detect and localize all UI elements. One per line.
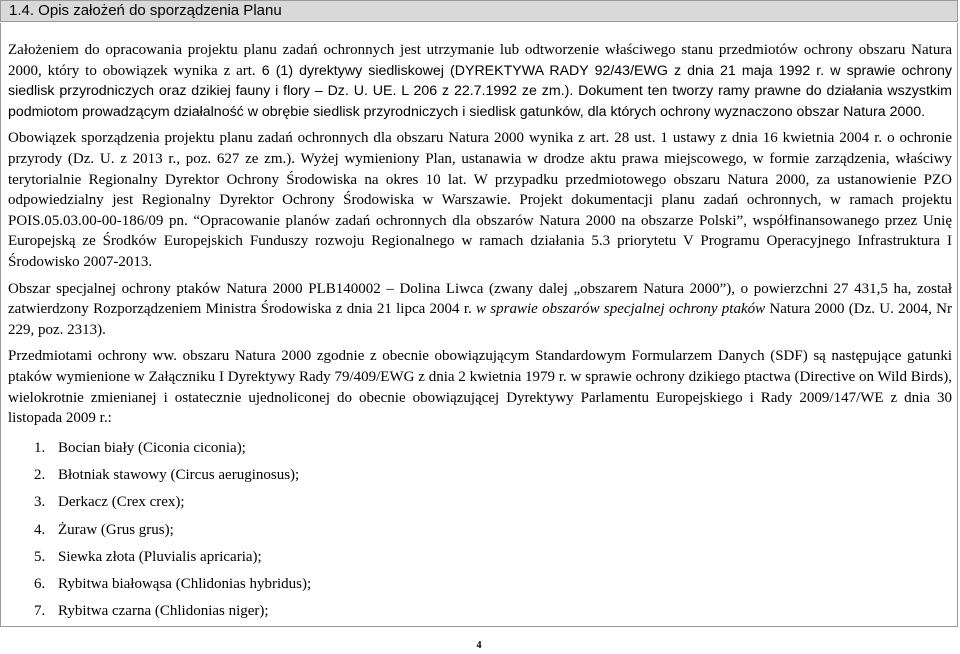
list-item-number: 7. xyxy=(34,603,46,620)
list-item xyxy=(8,598,952,625)
list-item xyxy=(8,517,952,544)
paragraph-area-end: Natura 2000 (Dz. U. 2004, Nr 229, poz. 2313). xyxy=(8,301,952,338)
page-number: 4 xyxy=(476,640,482,651)
list-item xyxy=(8,489,952,516)
list-item xyxy=(8,435,952,462)
list-item-number: 4. xyxy=(34,521,46,538)
paragraph-intro-sans: 6 (1) dyrektywy siedliskowej (DYREKTYWA RADY 92/43/EWG z dnia 21 maja 1992 r. w sprawie ochrony siedlisk przyrodniczych oraz dzikiej fauny i flory – Dz. U. UE. L 206 z 22.7.1992 ze zm.). Dokument ten tworzy ramy prawne do działania wszystkim podmiotom prowadzącym działalność w obrębie siedlisk przyrodniczych i siedlisk gatunków, dla których ochrony wyznaczono obszar Natura 2000. xyxy=(8,62,952,120)
list-item xyxy=(8,462,952,489)
list-item-text: Błotniak stawowy (Circus aeruginosus); xyxy=(58,466,300,483)
paragraph-intro-serif: Założeniem do opracowania projektu planu zadań ochronnych jest utrzymanie lub odtworzenie właściwego stanu przedmiotów ochrony obszaru Natura 2000, który to obowiązek wynika z art. xyxy=(8,42,952,79)
list-item-number: 6. xyxy=(34,576,46,593)
list-item-number: 3. xyxy=(34,494,46,511)
paragraph-intro xyxy=(8,40,952,122)
section-heading: 1.4. Opis założeń do sporządzenia Planu xyxy=(0,0,958,22)
paragraph-subjects: Przedmiotami ochrony ww. obszaru Natura 2000 zgodnie z obecnie obowiązującym Standardowym Formularzem Danych (SDF) są następujące gatunki ptaków wymienione w Załączniku I Dyrektywy Rady 79/409/EWG z dnia 2 kwietnia 1979 r. w sprawie ochrony dzikiego ptactwa (Directive on Wild Birds), wielokrotnie zmienianej i ostatecznie ujednoliconej do obecnie obowiązującej Dyrektywy Parlamentu Europejskiego i Rady 2009/147/WE z dnia 30 listopada 2009 r.: xyxy=(8,348,952,427)
list-item xyxy=(8,544,952,571)
list-item-text: Żuraw (Grus grus); xyxy=(58,521,174,538)
list-item-text: Rybitwa białowąsa (Chlidonias hybridus); xyxy=(58,576,312,593)
list-item-text: Bocian biały (Ciconia ciconia); xyxy=(58,439,246,456)
document-body xyxy=(8,40,952,626)
list-item-text: Derkacz (Crex crex); xyxy=(58,494,185,511)
list-item-text: Rybitwa czarna (Chlidonias niger); xyxy=(58,603,269,620)
paragraph-area xyxy=(8,279,952,341)
paragraph-obligation: Obowiązek sporządzenia projektu planu zadań ochronnych dla obszaru Natura 2000 wynika z art. 28 ust. 1 ustawy z dnia 16 kwietnia 2004 r. o ochronie przyrody (Dz. U. z 2013 r., poz. 627 ze zm.). Wyżej wymieniony Plan, ustanawia w drodze aktu prawa miejscowego, w formie zarządzenia, właściwy terytorialnie Regionalny Dyrektor Ochrony Środowiska na okres 10 lat. W przypadku przedmiotowego obszaru Natura 2000, za ustanowienie PZO odpowiedzialny jest Regionalny Dyrektor Ochrony Środowiska w Warszawie. Projekt dokumentacji planu zadań ochronnych, w ramach projektu POIS.05.03.00-00-186/09 pn. “Opracowanie planów zadań ochronnych dla obszarów Natura 2000 na obszarze Polski”, współfinansowanego przez Unię Europejską ze Środków Europejskich Funduszy rozwoju Regionalnego w ramach działania 5.3 priorytetu V Programu Operacyjnego Infrastruktura I Środowisko 2007-2013. xyxy=(8,130,952,270)
paragraph-area-italic: w sprawie obszarów specjalnej ochrony ptaków xyxy=(476,301,766,318)
list-item-number: 2. xyxy=(34,466,46,483)
species-list xyxy=(8,435,952,626)
list-item-number: 1. xyxy=(34,439,46,456)
paragraph-area-text: Obszar specjalnej ochrony ptaków Natura 2000 PLB140002 – Dolina Liwca (zwany dalej „obszarem Natura 2000”), o powierzchni 27 431,5 ha, został zatwierdzony Rozporządzeniem Ministra Środowiska z dnia 21 lipca 2004 r. xyxy=(8,280,952,318)
list-item-number: 5. xyxy=(34,548,46,565)
list-item xyxy=(8,571,952,598)
list-item-text: Siewka złota (Pluvialis apricaria); xyxy=(58,548,262,565)
